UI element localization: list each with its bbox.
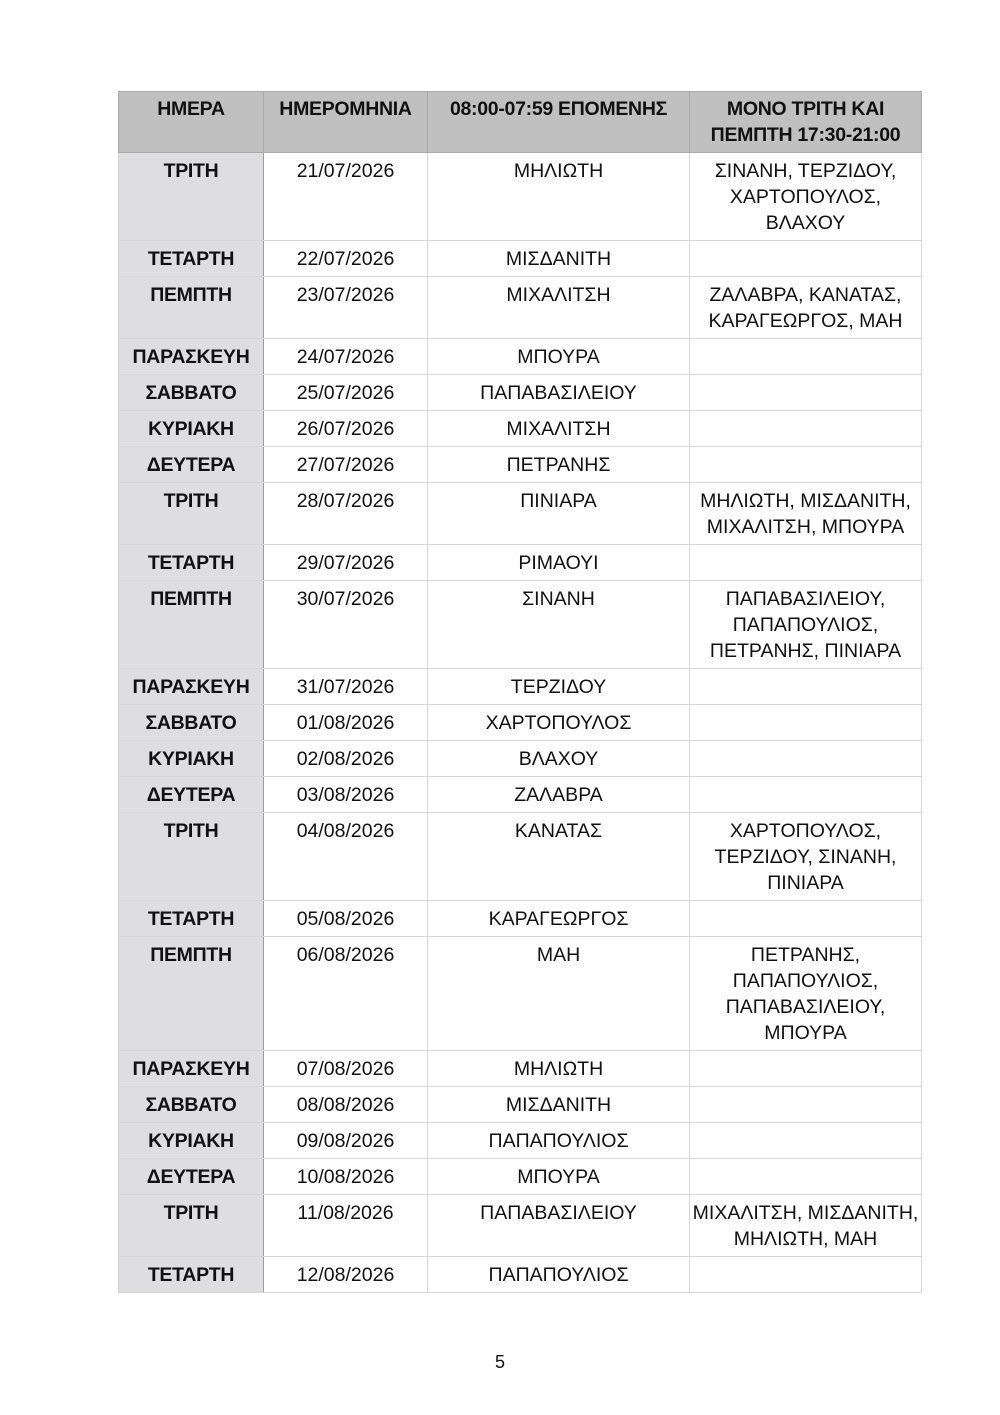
- day-cell: ΤΕΤΑΡΤΗ: [119, 241, 264, 277]
- evening-cell: [690, 1257, 922, 1293]
- evening-cell: ΣΙΝΑΝΗ, ΤΕΡΖΙΔΟΥ, ΧΑΡΤΟΠΟΥΛΟΣ, ΒΛΑΧΟΥ: [690, 153, 922, 241]
- day-cell: ΔΕΥΤΕΡΑ: [119, 447, 264, 483]
- day-cell: ΤΕΤΑΡΤΗ: [119, 901, 264, 937]
- table-row: [119, 705, 922, 741]
- date-cell: 05/08/2026: [264, 901, 428, 937]
- duty-cell: ΧΑΡΤΟΠΟΥΛΟΣ: [428, 705, 690, 741]
- header-day: ΗΜΕΡΑ: [119, 92, 264, 153]
- date-cell: 24/07/2026: [264, 339, 428, 375]
- day-cell: ΣΑΒΒΑΤΟ: [119, 375, 264, 411]
- day-cell: ΤΕΤΑΡΤΗ: [119, 545, 264, 581]
- duty-cell: ΜΗΛΙΩΤΗ: [428, 1051, 690, 1087]
- evening-cell: [690, 375, 922, 411]
- day-cell: ΚΥΡΙΑΚΗ: [119, 1123, 264, 1159]
- date-cell: 01/08/2026: [264, 705, 428, 741]
- evening-cell: ΠΑΠΑΒΑΣΙΛΕΙΟΥ, ΠΑΠΑΠΟΥΛΙΟΣ, ΠΕΤΡΑΝΗΣ, ΠΙΝΙΑΡΑ: [690, 581, 922, 669]
- table-row: [119, 937, 922, 1051]
- duty-schedule-table: [118, 91, 922, 1293]
- evening-cell: [690, 1051, 922, 1087]
- evening-cell: [690, 1087, 922, 1123]
- table-row: [119, 483, 922, 545]
- duty-cell: ΠΙΝΙΑΡΑ: [428, 483, 690, 545]
- date-cell: 23/07/2026: [264, 277, 428, 339]
- table-row: [119, 1123, 922, 1159]
- duty-cell: ΖΑΛΑΒΡΑ: [428, 777, 690, 813]
- day-cell: ΔΕΥΤΕΡΑ: [119, 1159, 264, 1195]
- date-cell: 29/07/2026: [264, 545, 428, 581]
- duty-cell: ΒΛΑΧΟΥ: [428, 741, 690, 777]
- evening-cell: [690, 777, 922, 813]
- header-date: ΗΜΕΡΟΜΗΝΙΑ: [264, 92, 428, 153]
- date-cell: 06/08/2026: [264, 937, 428, 1051]
- date-cell: 26/07/2026: [264, 411, 428, 447]
- day-cell: ΤΡΙΤΗ: [119, 483, 264, 545]
- date-cell: 28/07/2026: [264, 483, 428, 545]
- duty-cell: ΜΙΣΔΑΝΙΤΗ: [428, 241, 690, 277]
- duty-cell: ΜΑΗ: [428, 937, 690, 1051]
- duty-cell: ΡΙΜΑΟΥΙ: [428, 545, 690, 581]
- day-cell: ΤΡΙΤΗ: [119, 813, 264, 901]
- duty-cell: ΜΠΟΥΡΑ: [428, 1159, 690, 1195]
- page-number: 5: [494, 1352, 505, 1372]
- evening-cell: [690, 411, 922, 447]
- evening-cell: [690, 901, 922, 937]
- evening-cell: ΖΑΛΑΒΡΑ, ΚΑΝΑΤΑΣ, ΚΑΡΑΓΕΩΡΓΟΣ, ΜΑΗ: [690, 277, 922, 339]
- duty-cell: ΠΕΤΡΑΝΗΣ: [428, 447, 690, 483]
- evening-cell: [690, 1123, 922, 1159]
- duty-cell: ΠΑΠΑΠΟΥΛΙΟΣ: [428, 1123, 690, 1159]
- evening-cell: [690, 741, 922, 777]
- day-cell: ΤΕΤΑΡΤΗ: [119, 1257, 264, 1293]
- duty-cell: ΜΙΧΑΛΙΤΣΗ: [428, 277, 690, 339]
- table-row: [119, 581, 922, 669]
- evening-cell: [690, 339, 922, 375]
- table-row: [119, 1195, 922, 1257]
- duty-cell: ΜΗΛΙΩΤΗ: [428, 153, 690, 241]
- duty-cell: ΠΑΠΑΒΑΣΙΛΕΙΟΥ: [428, 1195, 690, 1257]
- evening-cell: [690, 545, 922, 581]
- date-cell: 08/08/2026: [264, 1087, 428, 1123]
- evening-cell: [690, 1159, 922, 1195]
- header-row: [119, 92, 922, 153]
- table-row: [119, 375, 922, 411]
- date-cell: 25/07/2026: [264, 375, 428, 411]
- day-cell: ΠΕΜΠΤΗ: [119, 937, 264, 1051]
- table-row: [119, 545, 922, 581]
- duty-cell: ΚΑΡΑΓΕΩΡΓΟΣ: [428, 901, 690, 937]
- table-row: [119, 153, 922, 241]
- header-duty-shift: 08:00-07:59 ΕΠΟΜΕΝΗΣ: [428, 92, 690, 153]
- duty-cell: ΜΠΟΥΡΑ: [428, 339, 690, 375]
- table-row: [119, 669, 922, 705]
- day-cell: ΚΥΡΙΑΚΗ: [119, 411, 264, 447]
- evening-cell: [690, 705, 922, 741]
- table-row: [119, 1051, 922, 1087]
- date-cell: 31/07/2026: [264, 669, 428, 705]
- date-cell: 12/08/2026: [264, 1257, 428, 1293]
- evening-cell: [690, 241, 922, 277]
- table-row: [119, 339, 922, 375]
- evening-cell: ΜΙΧΑΛΙΤΣΗ, ΜΙΣΔΑΝΙΤΗ, ΜΗΛΙΩΤΗ, ΜΑΗ: [690, 1195, 922, 1257]
- duty-cell: ΠΑΠΑΒΑΣΙΛΕΙΟΥ: [428, 375, 690, 411]
- date-cell: 21/07/2026: [264, 153, 428, 241]
- table-row: [119, 277, 922, 339]
- evening-cell: ΜΗΛΙΩΤΗ, ΜΙΣΔΑΝΙΤΗ, ΜΙΧΑΛΙΤΣΗ, ΜΠΟΥΡΑ: [690, 483, 922, 545]
- evening-cell: ΧΑΡΤΟΠΟΥΛΟΣ, ΤΕΡΖΙΔΟΥ, ΣΙΝΑΝΗ, ΠΙΝΙΑΡΑ: [690, 813, 922, 901]
- table-row: [119, 813, 922, 901]
- table-body: [119, 153, 922, 1293]
- day-cell: ΠΕΜΠΤΗ: [119, 581, 264, 669]
- header-evening-shift: ΜΟΝΟ ΤΡΙΤΗ ΚΑΙ ΠΕΜΠΤΗ 17:30-21:00: [690, 92, 922, 153]
- table-row: [119, 901, 922, 937]
- duty-cell: ΠΑΠΑΠΟΥΛΙΟΣ: [428, 1257, 690, 1293]
- table-row: [119, 1257, 922, 1293]
- date-cell: 04/08/2026: [264, 813, 428, 901]
- day-cell: ΤΡΙΤΗ: [119, 1195, 264, 1257]
- table-row: [119, 1087, 922, 1123]
- duty-cell: ΜΙΧΑΛΙΤΣΗ: [428, 411, 690, 447]
- table-row: [119, 777, 922, 813]
- table-row: [119, 1159, 922, 1195]
- day-cell: ΠΑΡΑΣΚΕΥΗ: [119, 669, 264, 705]
- date-cell: 03/08/2026: [264, 777, 428, 813]
- date-cell: 30/07/2026: [264, 581, 428, 669]
- date-cell: 07/08/2026: [264, 1051, 428, 1087]
- evening-cell: [690, 447, 922, 483]
- table-row: [119, 447, 922, 483]
- table-header: [119, 92, 922, 153]
- evening-cell: ΠΕΤΡΑΝΗΣ, ΠΑΠΑΠΟΥΛΙΟΣ, ΠΑΠΑΒΑΣΙΛΕΙΟΥ, ΜΠΟΥΡΑ: [690, 937, 922, 1051]
- day-cell: ΠΑΡΑΣΚΕΥΗ: [119, 339, 264, 375]
- date-cell: 02/08/2026: [264, 741, 428, 777]
- day-cell: ΚΥΡΙΑΚΗ: [119, 741, 264, 777]
- evening-cell: [690, 669, 922, 705]
- duty-cell: ΜΙΣΔΑΝΙΤΗ: [428, 1087, 690, 1123]
- duty-cell: ΣΙΝΑΝΗ: [428, 581, 690, 669]
- day-cell: ΣΑΒΒΑΤΟ: [119, 705, 264, 741]
- table-row: [119, 411, 922, 447]
- day-cell: ΠΕΜΠΤΗ: [119, 277, 264, 339]
- table-row: [119, 241, 922, 277]
- date-cell: 10/08/2026: [264, 1159, 428, 1195]
- day-cell: ΠΑΡΑΣΚΕΥΗ: [119, 1051, 264, 1087]
- date-cell: 22/07/2026: [264, 241, 428, 277]
- table-row: [119, 741, 922, 777]
- duty-cell: ΤΕΡΖΙΔΟΥ: [428, 669, 690, 705]
- date-cell: 11/08/2026: [264, 1195, 428, 1257]
- date-cell: 27/07/2026: [264, 447, 428, 483]
- day-cell: ΤΡΙΤΗ: [119, 153, 264, 241]
- date-cell: 09/08/2026: [264, 1123, 428, 1159]
- day-cell: ΣΑΒΒΑΤΟ: [119, 1087, 264, 1123]
- duty-cell: ΚΑΝΑΤΑΣ: [428, 813, 690, 901]
- day-cell: ΔΕΥΤΕΡΑ: [119, 777, 264, 813]
